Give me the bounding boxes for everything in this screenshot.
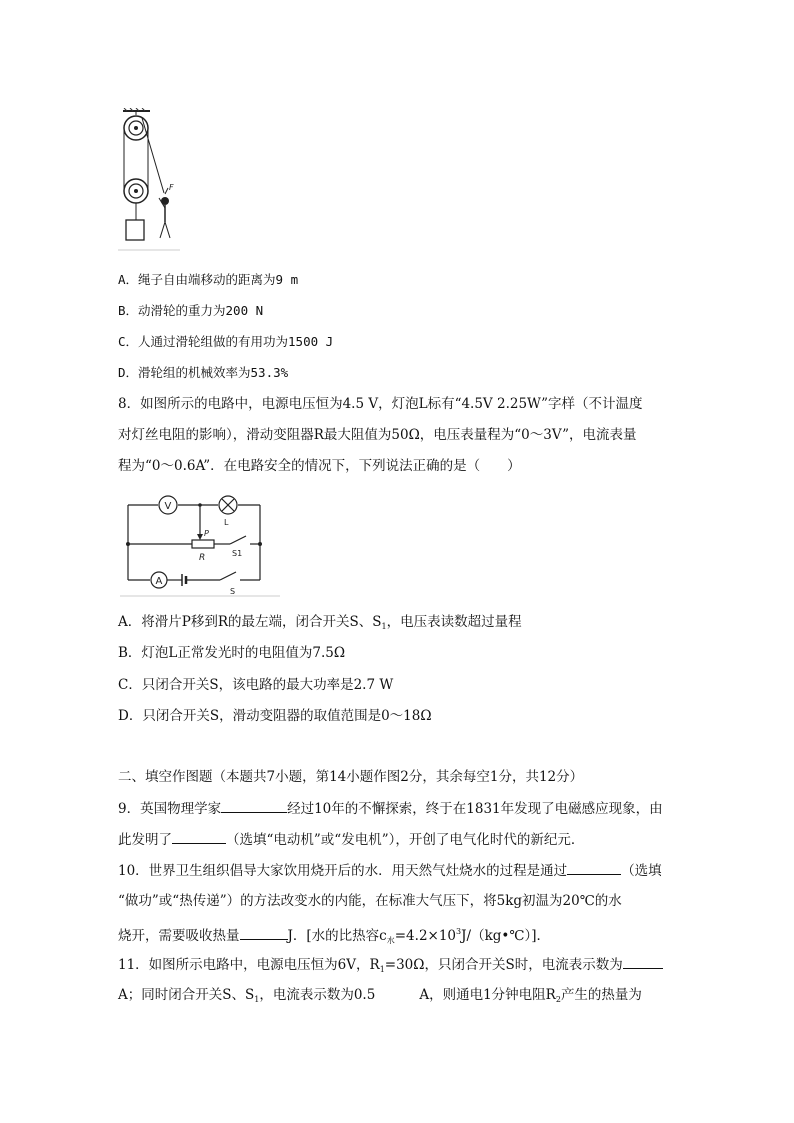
- q8-stem-line1: 8．如图所示的电路中，电源电压恒为4.5 V，灯泡L标有“4.5V 2.25W”字样（不计温度: [118, 396, 643, 412]
- q11-l2-post: 产生的热量为: [560, 987, 642, 1003]
- lamp-label: L: [224, 518, 229, 527]
- q10-l3-mid: J．[水的比热容c: [287, 928, 387, 944]
- q10-blank-1[interactable]: [567, 860, 621, 875]
- q11-l2-mid2: A，则通电1分钟电阻R: [419, 987, 556, 1003]
- q10-line1: [118, 860, 662, 881]
- q10-blank-2[interactable]: [240, 925, 288, 940]
- q11-line1: [118, 954, 663, 980]
- q8-option-a-post: ，电压表读数超过量程: [386, 614, 522, 630]
- q11-blank-1[interactable]: [623, 954, 663, 969]
- q8-option-a-sub: 1: [381, 622, 387, 631]
- q11-l1-pre: 11．如图所示电路中，电源电压恒为6V，R: [118, 957, 380, 973]
- voltmeter-label: V: [164, 501, 172, 512]
- q8-option-a: [118, 612, 522, 637]
- q10-l1-post: （选填: [621, 863, 662, 879]
- q11-l2-pre: A；同时闭合开关S、S: [118, 987, 255, 1003]
- q9-l2-pre: 此发明了: [118, 832, 172, 848]
- switch-label: S: [230, 587, 236, 596]
- q9-l1-pre: 9．英国物理学家: [118, 801, 222, 817]
- q8-stem-line3: 程为“0～0.6A”．在电路安全的情况下，下列说法正确的是（ ）: [118, 458, 521, 474]
- q10-l1-pre: 10．世界卫生组织倡导大家饮用烧开后的水．用天然气灶烧水的过程是通过: [118, 863, 568, 879]
- q7-option-a: A．绳子自由端移动的距离为9 m: [118, 272, 299, 287]
- q8-option-d: D．只闭合开关S，滑动变阻器的取值范围是0～18Ω: [118, 708, 432, 724]
- q7-option-b: B．动滑轮的重力为200 N: [118, 303, 264, 318]
- q10-l3-mid2: =4.2×10: [394, 928, 457, 944]
- q11-l1-mid: =30Ω，只闭合开关S时，电流表示数为: [384, 957, 623, 973]
- q11-l2-sub: 1: [254, 995, 260, 1004]
- ammeter-label: A: [155, 576, 163, 587]
- slider-label: P: [204, 529, 209, 538]
- q7-option-d: D．滑轮组的机械效率为53.3%: [118, 365, 289, 380]
- q9-line1: [118, 798, 663, 819]
- pulley-force-label: F: [169, 183, 174, 192]
- q9-blank-1[interactable]: [221, 798, 287, 813]
- q8-option-b: B．灯泡L正常发光时的电阻值为7.5Ω: [118, 645, 346, 661]
- q10-line3: [118, 922, 550, 951]
- pulley-figure: [118, 108, 188, 253]
- q10-l3-sub: 水: [386, 936, 395, 945]
- q8-stem-line2: 对灯丝电阻的影响），滑动变阻器R最大阻值为50Ω，电压表量程为“0～3V”，电流表量: [118, 427, 637, 443]
- circuit-figure: [120, 490, 280, 598]
- q11-l2-sub2: 2: [555, 995, 561, 1004]
- q9-l2-post: （选填“电动机”或“发电机”），开创了电气化时代的新纪元．: [226, 832, 585, 848]
- rheostat-label: R: [199, 553, 206, 563]
- q11-l2-mid: ，电流表示数为0.5: [259, 987, 376, 1003]
- q7-option-c: C．人通过滑轮组做的有用功为1500 J: [118, 334, 334, 349]
- q8-option-a-pre: A．将滑片P移到R的最左端，闭合开关S、S: [118, 614, 382, 630]
- q10-l3-sup: 3: [456, 927, 462, 936]
- q11-l1-sub: 1: [379, 965, 385, 974]
- section2-heading: 二、填空作图题（本题共7小题，第14小题作图2分，其余每空1分，共12分）: [118, 769, 584, 785]
- q9-line2: [118, 829, 584, 850]
- q9-blank-2[interactable]: [172, 829, 226, 844]
- q10-line2: “做功”或“热传递”）的方法改变水的内能，在标准大气压下，将5kg初温为20℃的水: [118, 893, 622, 909]
- q8-option-c: C．只闭合开关S，该电路的最大功率是2.7 W: [118, 677, 394, 693]
- q10-l3-pre: 烧开，需要吸收热量: [118, 928, 240, 944]
- q11-line2: [118, 985, 642, 1010]
- switch1-label: S1: [232, 549, 243, 558]
- q9-l1-post: 经过10年的不懈探索，终于在1831年发现了电磁感应现象，由: [287, 801, 663, 817]
- q10-l3-post: J/（kg•℃）]．: [461, 928, 550, 944]
